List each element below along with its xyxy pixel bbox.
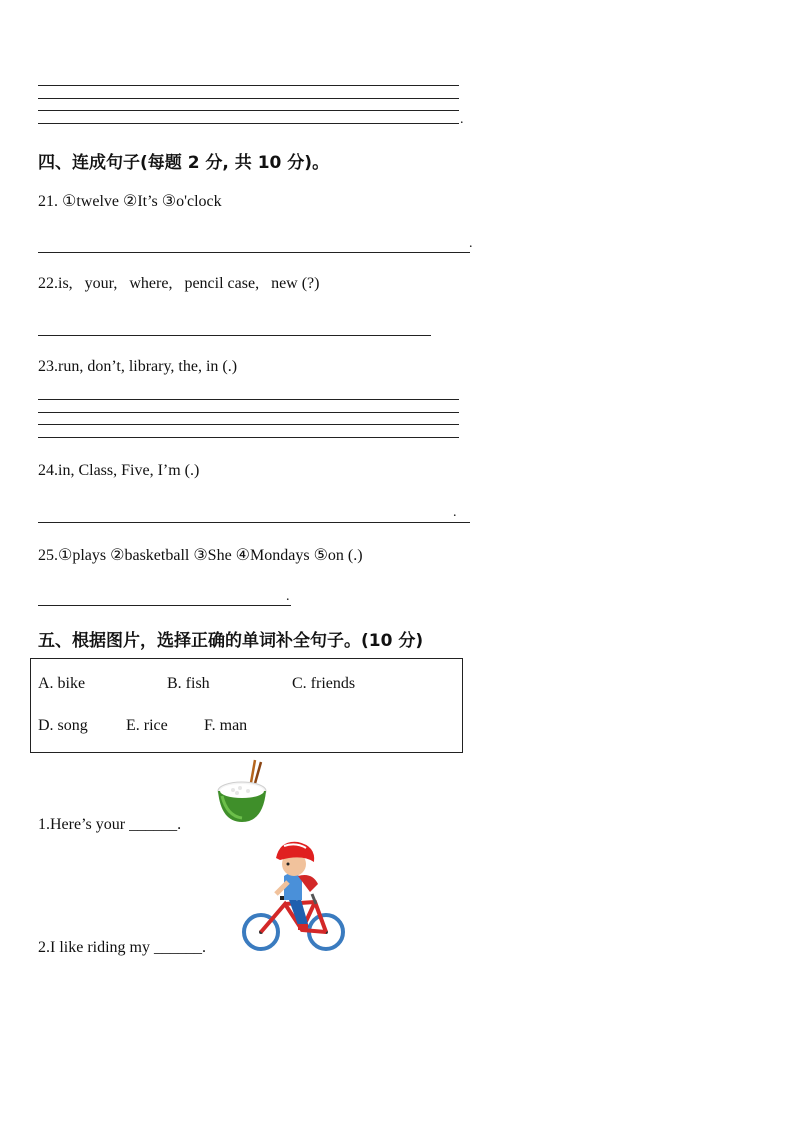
answer-line <box>38 123 459 124</box>
line-end-period: . <box>460 112 464 127</box>
answer-line <box>38 85 459 86</box>
answer-line-23[interactable] <box>38 399 459 400</box>
answer-line-21[interactable] <box>38 252 470 253</box>
option-a: A. bike <box>38 675 86 692</box>
line-end-period: . <box>469 236 473 251</box>
answer-line-25[interactable] <box>38 605 291 606</box>
question-22: 22.is, your, where, pencil case, new (?) <box>38 275 320 292</box>
question-24: 24.in, Class, Five, I’m (.) <box>38 462 200 479</box>
answer-line-23[interactable] <box>38 412 459 413</box>
question-23: 23.run, don’t, library, the, in (.) <box>38 358 238 375</box>
answer-line-23[interactable] <box>38 424 459 425</box>
answer-line-22[interactable] <box>38 335 431 336</box>
option-e: E. rice <box>126 717 168 734</box>
picture-question-2: 2.I like riding my ______. <box>38 939 206 956</box>
answer-line <box>38 110 459 111</box>
section-5-title: 五、根据图片，选择正确的单词补全句子。(10 分) <box>38 631 424 651</box>
option-c: C. friends <box>292 675 356 692</box>
line-end-period: . <box>286 589 290 604</box>
question-25: 25.①plays ②basketball ③She ④Mondays ⑤on (.) <box>38 547 363 564</box>
answer-line-24[interactable] <box>38 522 470 523</box>
option-b: B. fish <box>167 675 210 692</box>
word-options-box <box>30 658 463 753</box>
section-4-title: 四、连成句子(每题 2 分, 共 10 分)。 <box>38 153 330 173</box>
answer-line <box>38 98 459 99</box>
option-f: F. man <box>204 717 248 734</box>
child-riding-bike-icon <box>240 838 348 954</box>
picture-question-1: 1.Here’s your ______. <box>38 816 182 833</box>
option-d: D. song <box>38 717 88 734</box>
line-end-period: . <box>453 505 457 520</box>
answer-line-23[interactable] <box>38 437 459 438</box>
rice-bowl-icon <box>213 758 271 826</box>
question-21: 21. ①twelve ②It’s ③o'clock <box>38 193 222 210</box>
